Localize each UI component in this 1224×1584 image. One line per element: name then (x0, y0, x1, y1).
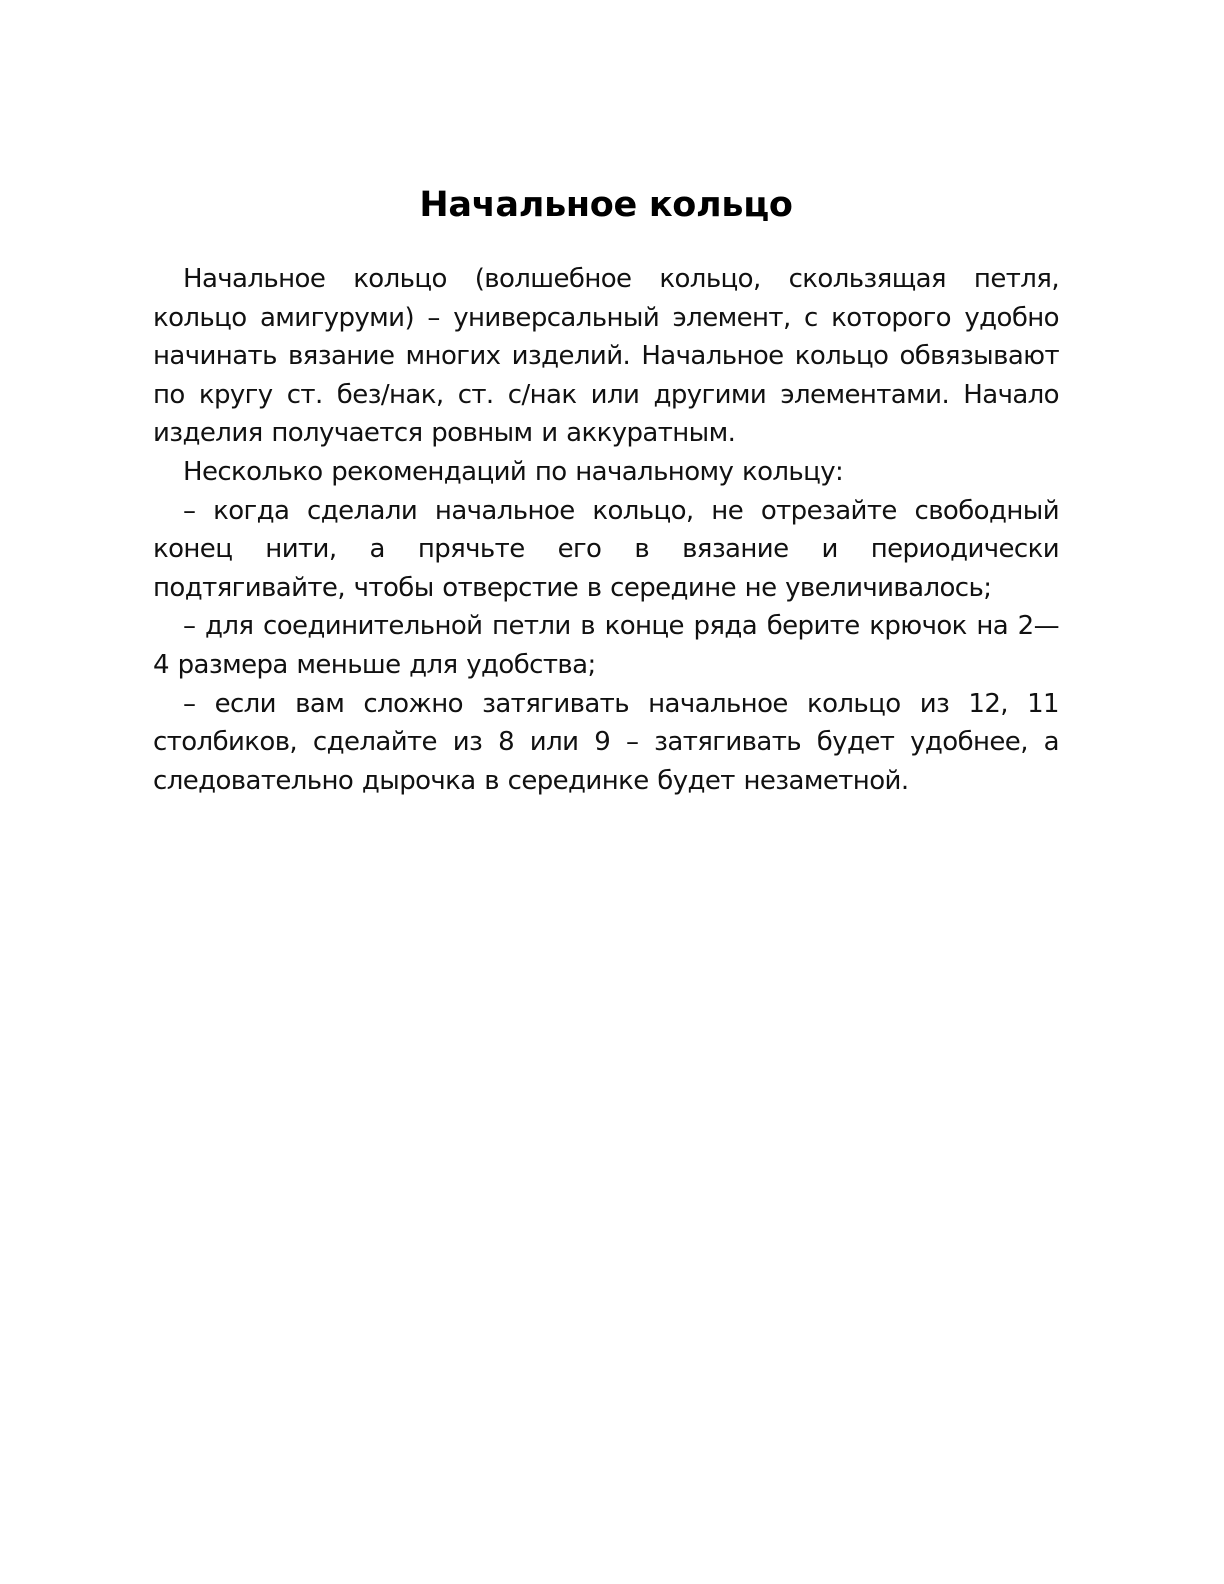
intro-paragraph: Начальное кольцо (волшебное кольцо, скользящая петля, кольцо амигуруми) – универсальный элемент, с которого удобно начинать вязание многих изделий. Начальное кольцо обвязывают по кругу ст. без/нак, ст. с/нак или другими элементами. Начало изделия получается ровным и аккуратным. (153, 264, 1059, 449)
recommendation-item: – когда сделали начальное кольцо, не отрезайте свободный конец нити, а прячьте его в вязание и периодически подтягивайте, чтобы отверстие в середине не увеличивалось; (153, 495, 1059, 603)
page-title: Начальное кольцо (419, 185, 793, 225)
recommendation-item: – если вам сложно затягивать начальное кольцо из 12, 11 столбиков, сделайте из 8 или 9 – затягивать будет удобнее, а следовательно дырочка в серединке будет незаметной. (153, 688, 1059, 796)
recommendation-item: – для соединительной петли в конце ряда берите крючок на 2—4 размера меньше для удобства; (153, 611, 1059, 680)
page-content (153, 178, 1059, 800)
recommendations-heading: Несколько рекомендаций по начальному кольцу: (183, 456, 844, 487)
